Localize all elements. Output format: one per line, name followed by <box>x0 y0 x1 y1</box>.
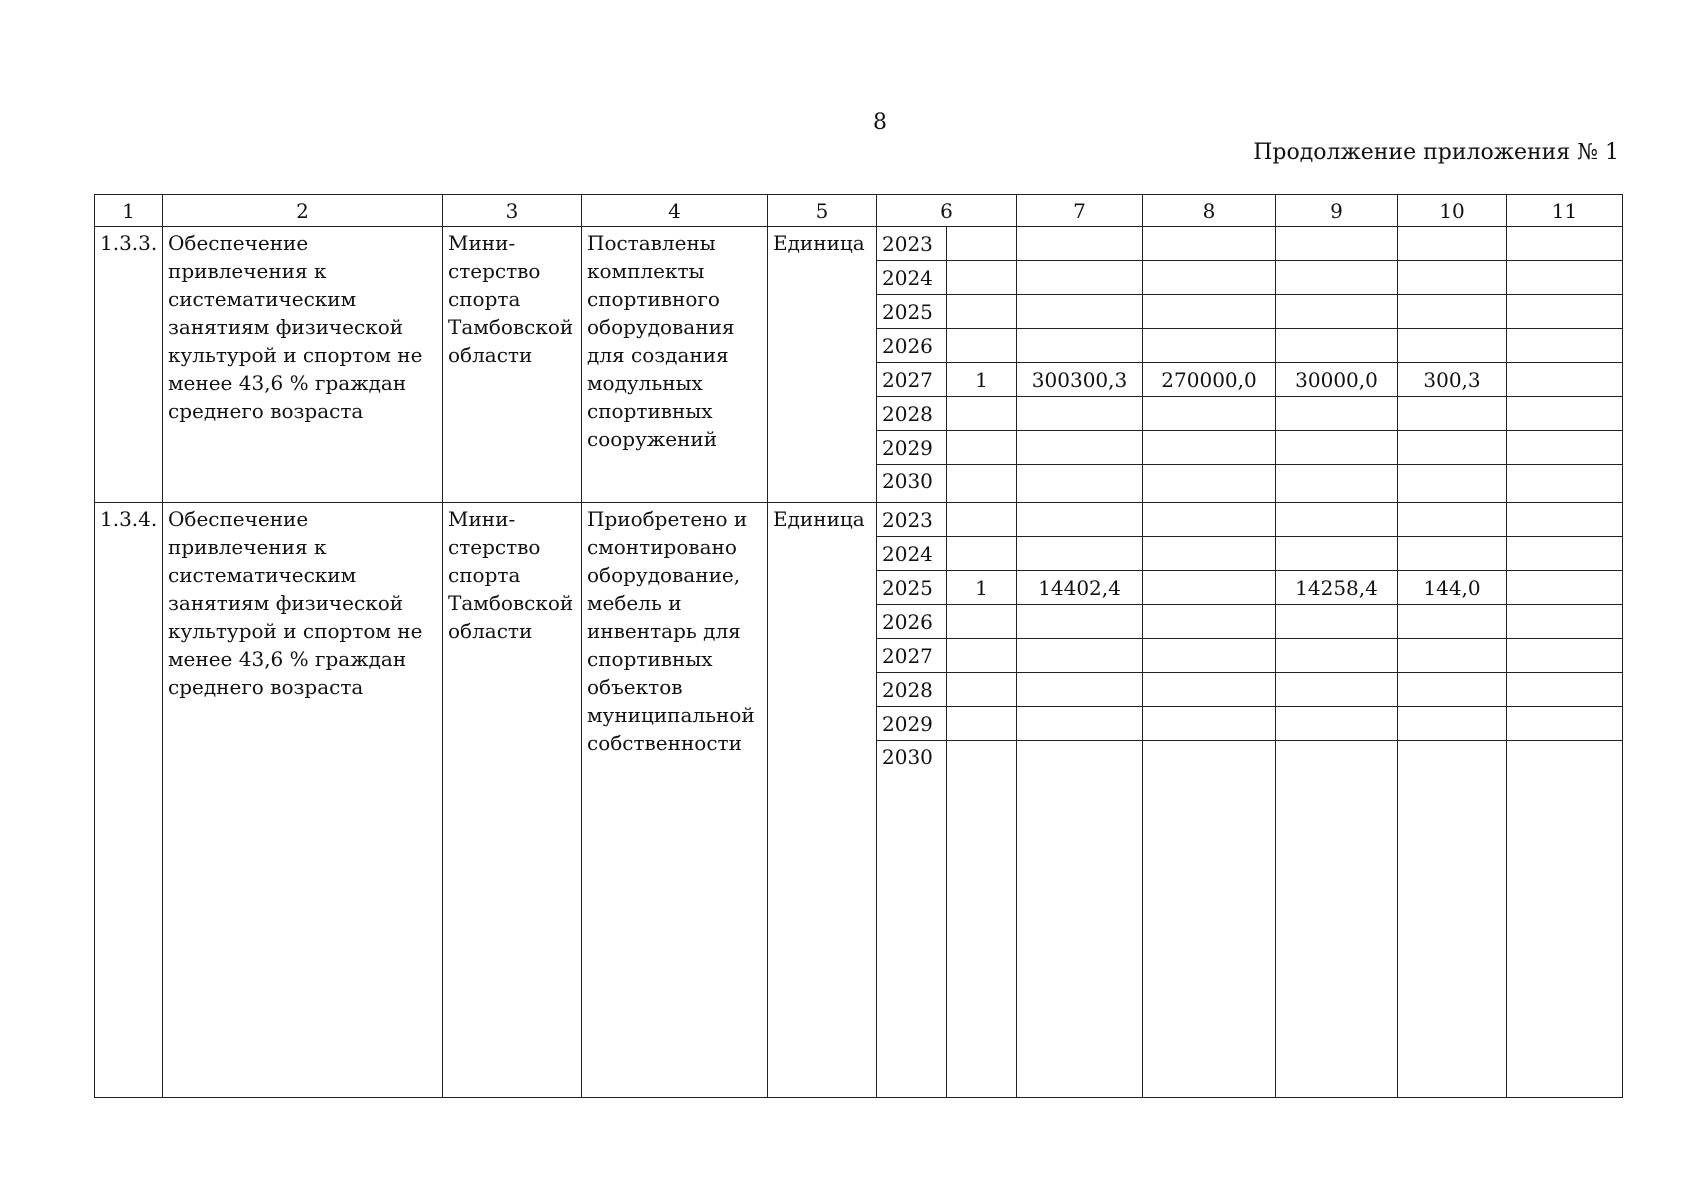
value-cell-c10 <box>1398 431 1507 465</box>
value-cell-c8 <box>1143 295 1276 329</box>
value-cell-c6 <box>947 707 1017 741</box>
value-cell-c7 <box>1017 537 1143 571</box>
year-cell: 2028 <box>877 397 947 431</box>
value-cell-c11 <box>1507 537 1623 571</box>
value-cell-c10 <box>1398 397 1507 431</box>
value-cell-c6 <box>947 295 1017 329</box>
appendix-table <box>94 194 1623 1098</box>
value-cell-c8 <box>1143 329 1276 363</box>
value-cell-c7 <box>1017 431 1143 465</box>
table-body <box>95 227 1623 1098</box>
header-col-10: 10 <box>1398 195 1507 227</box>
year-cell: 2030 <box>877 465 947 503</box>
value-cell-c9: 30000,0 <box>1276 363 1398 397</box>
value-cell-c6 <box>947 227 1017 261</box>
value-cell-c9 <box>1276 503 1398 537</box>
value-cell-c7 <box>1017 397 1143 431</box>
value-cell-c7 <box>1017 605 1143 639</box>
year-cell: 2028 <box>877 673 947 707</box>
value-cell-c9 <box>1276 295 1398 329</box>
value-cell-c7 <box>1017 329 1143 363</box>
header-col-8: 8 <box>1143 195 1276 227</box>
value-cell-c10 <box>1398 503 1507 537</box>
unit: Единица <box>768 227 877 503</box>
value-cell-c10 <box>1398 741 1507 1098</box>
value-cell-c7 <box>1017 465 1143 503</box>
value-cell-c7 <box>1017 261 1143 295</box>
value-cell-c11 <box>1507 571 1623 605</box>
value-cell-c9 <box>1276 537 1398 571</box>
value-cell-c11 <box>1507 227 1623 261</box>
value-cell-c6: 1 <box>947 363 1017 397</box>
value-cell-c11 <box>1507 673 1623 707</box>
value-cell-c8 <box>1143 639 1276 673</box>
year-cell: 2029 <box>877 707 947 741</box>
value-cell-c9 <box>1276 329 1398 363</box>
table-row <box>95 503 1623 537</box>
year-cell: 2023 <box>877 227 947 261</box>
year-cell: 2027 <box>877 363 947 397</box>
value-cell-c7: 300300,3 <box>1017 363 1143 397</box>
header-col-6: 6 <box>877 195 1017 227</box>
value-cell-c8 <box>1143 227 1276 261</box>
value-cell-c10: 300,3 <box>1398 363 1507 397</box>
value-cell-c6 <box>947 673 1017 707</box>
year-cell: 2026 <box>877 605 947 639</box>
value-cell-c10 <box>1398 673 1507 707</box>
value-cell-c10: 144,0 <box>1398 571 1507 605</box>
value-cell-c10 <box>1398 537 1507 571</box>
value-cell-c7 <box>1017 227 1143 261</box>
value-cell-c11 <box>1507 329 1623 363</box>
value-cell-c8 <box>1143 571 1276 605</box>
header-col-5: 5 <box>768 195 877 227</box>
value-cell-c9 <box>1276 431 1398 465</box>
measure-name: Обеспечение привлечения к систематическим занятиям физической культурой и спортом не менее 43,6 % граждан среднего возраста <box>163 503 443 1098</box>
value-cell-c6 <box>947 741 1017 1098</box>
value-cell-c9 <box>1276 261 1398 295</box>
value-cell-c8 <box>1143 537 1276 571</box>
value-cell-c6: 1 <box>947 571 1017 605</box>
value-cell-c10 <box>1398 227 1507 261</box>
value-cell-c11 <box>1507 639 1623 673</box>
value-cell-c10 <box>1398 639 1507 673</box>
value-cell-c7: 14402,4 <box>1017 571 1143 605</box>
header-col-7: 7 <box>1017 195 1143 227</box>
value-cell-c6 <box>947 431 1017 465</box>
value-cell-c11 <box>1507 261 1623 295</box>
value-cell-c9 <box>1276 605 1398 639</box>
continuation-label: Продолжение приложения № 1 <box>1253 140 1619 165</box>
value-cell-c6 <box>947 329 1017 363</box>
value-cell-c10 <box>1398 465 1507 503</box>
executor: Мини- стерство спорта Тамбовской области <box>443 227 582 503</box>
value-cell-c10 <box>1398 261 1507 295</box>
year-cell: 2029 <box>877 431 947 465</box>
value-cell-c6 <box>947 397 1017 431</box>
value-cell-c9 <box>1276 397 1398 431</box>
value-cell-c8 <box>1143 605 1276 639</box>
value-cell-c8 <box>1143 431 1276 465</box>
value-cell-c8 <box>1143 707 1276 741</box>
value-cell-c11 <box>1507 295 1623 329</box>
year-cell: 2024 <box>877 261 947 295</box>
value-cell-c7 <box>1017 741 1143 1098</box>
table-row <box>95 227 1623 261</box>
result-description: Приобретено и смонтировано оборудование, мебель и инвентарь для спортивных объектов муниципальной собственности <box>582 503 768 1098</box>
table-header <box>95 195 1623 227</box>
value-cell-c6 <box>947 261 1017 295</box>
value-cell-c6 <box>947 639 1017 673</box>
header-col-4: 4 <box>582 195 768 227</box>
year-cell: 2023 <box>877 503 947 537</box>
value-cell-c11 <box>1507 503 1623 537</box>
header-col-9: 9 <box>1276 195 1398 227</box>
executor: Мини- стерство спорта Тамбовской области <box>443 503 582 1098</box>
page-number: 8 <box>873 110 887 135</box>
year-cell: 2026 <box>877 329 947 363</box>
row-code: 1.3.4. <box>95 503 163 1098</box>
value-cell-c10 <box>1398 295 1507 329</box>
value-cell-c9 <box>1276 707 1398 741</box>
value-cell-c11 <box>1507 431 1623 465</box>
header-col-1: 1 <box>95 195 163 227</box>
value-cell-c8 <box>1143 261 1276 295</box>
row-code: 1.3.3. <box>95 227 163 503</box>
header-col-11: 11 <box>1507 195 1623 227</box>
header-row <box>95 195 1623 227</box>
value-cell-c8 <box>1143 465 1276 503</box>
value-cell-c10 <box>1398 707 1507 741</box>
value-cell-c9 <box>1276 741 1398 1098</box>
value-cell-c11 <box>1507 363 1623 397</box>
value-cell-c7 <box>1017 673 1143 707</box>
value-cell-c6 <box>947 605 1017 639</box>
year-cell: 2025 <box>877 295 947 329</box>
value-cell-c8 <box>1143 673 1276 707</box>
value-cell-c6 <box>947 503 1017 537</box>
value-cell-c11 <box>1507 707 1623 741</box>
result-description: Поставлены комплекты спортивного оборудования для создания модульных спортивных сооружений <box>582 227 768 503</box>
value-cell-c9 <box>1276 673 1398 707</box>
value-cell-c9: 14258,4 <box>1276 571 1398 605</box>
value-cell-c8: 270000,0 <box>1143 363 1276 397</box>
value-cell-c10 <box>1398 329 1507 363</box>
value-cell-c6 <box>947 537 1017 571</box>
year-cell: 2027 <box>877 639 947 673</box>
year-cell: 2024 <box>877 537 947 571</box>
value-cell-c6 <box>947 465 1017 503</box>
value-cell-c11 <box>1507 397 1623 431</box>
value-cell-c8 <box>1143 741 1276 1098</box>
year-cell: 2030 <box>877 741 947 1098</box>
value-cell-c11 <box>1507 605 1623 639</box>
value-cell-c11 <box>1507 465 1623 503</box>
year-cell: 2025 <box>877 571 947 605</box>
unit: Единица <box>768 503 877 1098</box>
value-cell-c11 <box>1507 741 1623 1098</box>
value-cell-c8 <box>1143 503 1276 537</box>
value-cell-c8 <box>1143 397 1276 431</box>
value-cell-c9 <box>1276 465 1398 503</box>
value-cell-c7 <box>1017 639 1143 673</box>
value-cell-c9 <box>1276 227 1398 261</box>
value-cell-c7 <box>1017 503 1143 537</box>
measure-name: Обеспечение привлечения к систематическим занятиям физической культурой и спортом не менее 43,6 % граждан среднего возраста <box>163 227 443 503</box>
header-col-2: 2 <box>163 195 443 227</box>
value-cell-c7 <box>1017 295 1143 329</box>
value-cell-c7 <box>1017 707 1143 741</box>
header-col-3: 3 <box>443 195 582 227</box>
value-cell-c9 <box>1276 639 1398 673</box>
value-cell-c10 <box>1398 605 1507 639</box>
